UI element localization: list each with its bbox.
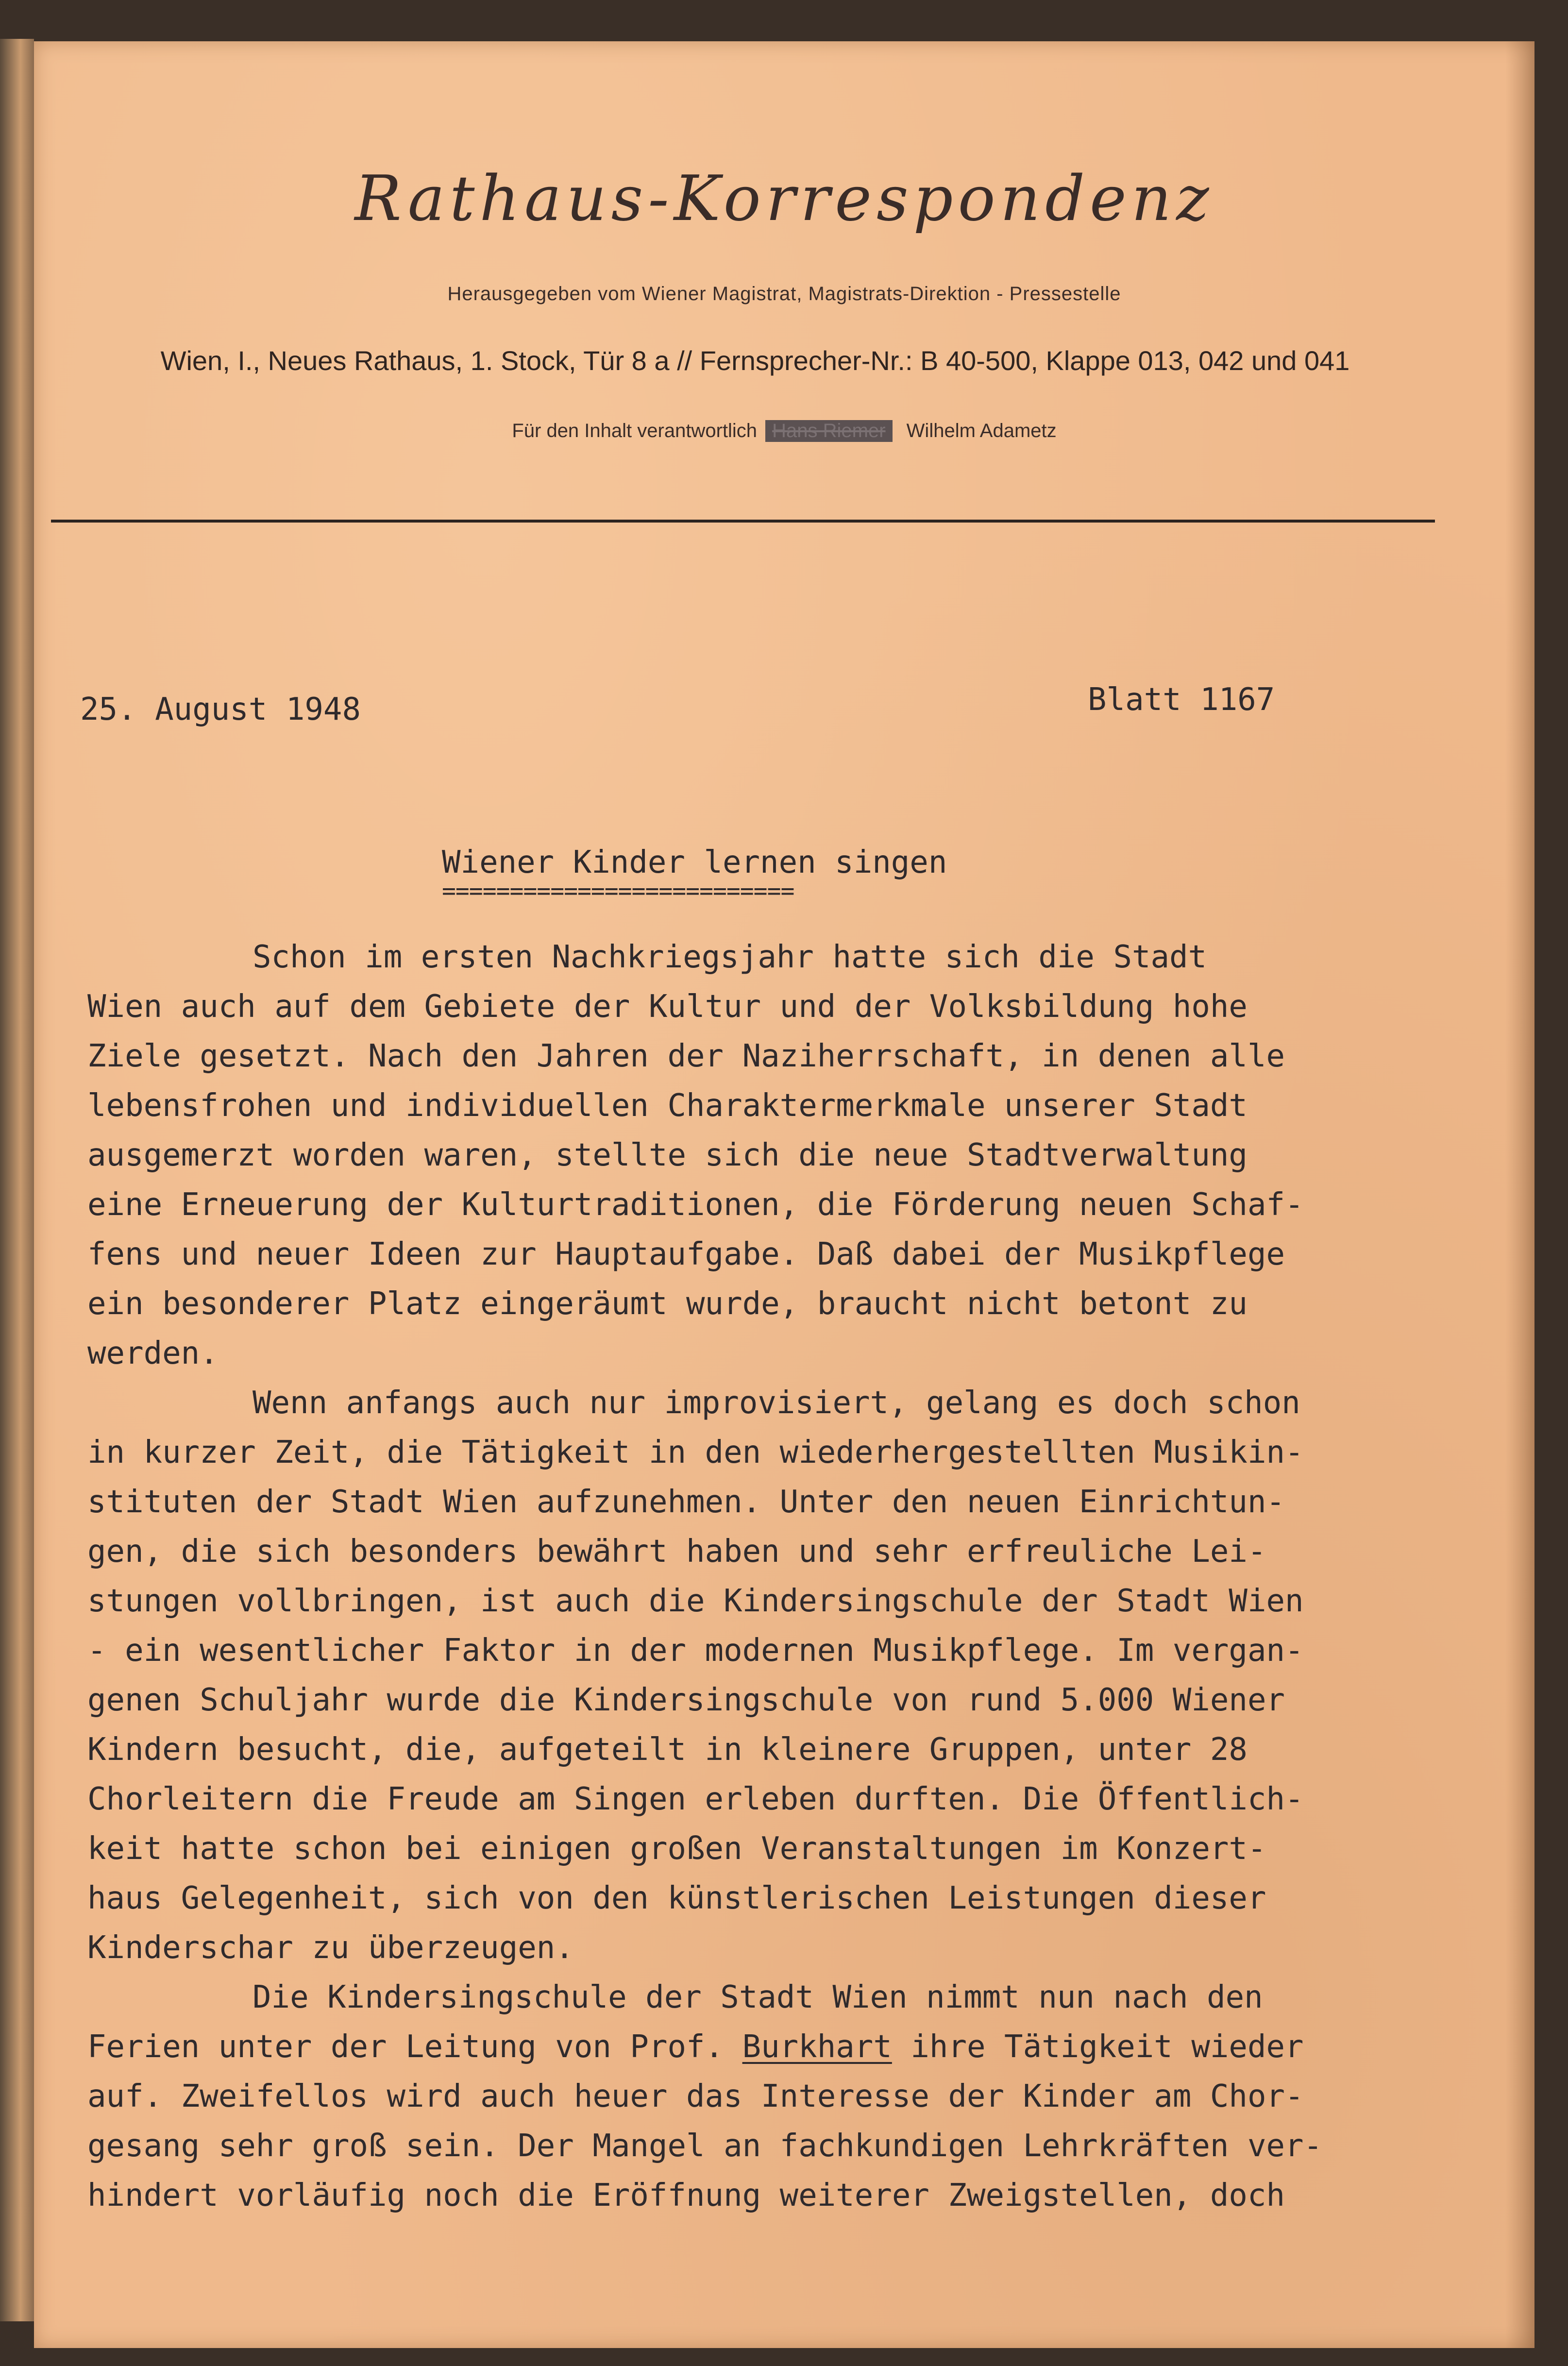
body-line: eine Erneuerung der Kulturtraditionen, die Förderung neuen Schaf-: [87, 1187, 1304, 1223]
body-line: werden.: [87, 1335, 219, 1371]
body-line: ein besonderer Platz eingeräumt wurde, braucht nicht betont zu: [87, 1286, 1248, 1322]
body-line: genen Schuljahr wurde die Kindersingschule von rund 5.000 Wiener: [87, 1682, 1285, 1718]
responsible-label: Für den Inhalt verantwortlich: [512, 420, 758, 441]
body-line: Wien auch auf dem Gebiete der Kultur und der Volksbildung hohe: [87, 989, 1248, 1025]
body-line: lebensfrohen und individuellen Charaktermerkmale unserer Stadt: [87, 1088, 1248, 1124]
body-line: - ein wesentlicher Faktor in der modernen Musikpflege. Im vergan-: [87, 1633, 1304, 1669]
body-line: Kindern besucht, die, aufgeteilt in kleinere Gruppen, unter 28: [87, 1732, 1248, 1768]
document-date: 25. August 1948: [80, 692, 361, 727]
body-line-with-name: [87, 2022, 1471, 2072]
body-line: stungen vollbringen, ist auch die Kindersingschule der Stadt Wien: [87, 1583, 1304, 1619]
underlined-name: Burkhart: [742, 2029, 892, 2065]
body-line: gesang sehr groß sein. Der Mangel an fachkundigen Lehrkräften ver-: [87, 2128, 1323, 2164]
struck-name: Hans Riemer: [765, 420, 892, 442]
body-line: Schon im ersten Nachkriegsjahr hatte sich die Stadt: [253, 939, 1207, 975]
body-line: fens und neuer Ideen zur Hauptaufgabe. Daß dabei der Musikpflege: [87, 1236, 1285, 1272]
headline-underline: ==========================: [442, 878, 794, 905]
article-body: [87, 932, 1471, 2220]
body-line: hindert vorläufig noch die Eröffnung weiterer Zweigstellen, doch: [87, 2178, 1285, 2214]
body-line: Wenn anfangs auch nur improvisiert, gelang es doch schon: [253, 1385, 1300, 1421]
article-headline: Wiener Kinder lernen singen: [442, 845, 947, 880]
body-fragment: ihre Tätigkeit wieder: [910, 2029, 1304, 2065]
body-line: ausgemerzt worden waren, stellte sich die neue Stadtverwaltung: [87, 1137, 1248, 1173]
body-line: gen, die sich besonders bewährt haben und sehr erfreuliche Lei-: [87, 1534, 1266, 1570]
body-line: in kurzer Zeit, die Tätigkeit in den wiederhergestellten Musikin-: [87, 1435, 1304, 1470]
responsible-name: Wilhelm Adametz: [906, 420, 1057, 441]
document-page: [34, 41, 1534, 2348]
masthead-publisher: Herausgegeben vom Wiener Magistrat, Magistrats-Direktion - Pressestelle: [447, 283, 1121, 304]
masthead-responsible: [34, 420, 1534, 442]
body-line: stituten der Stadt Wien aufzunehmen. Unter den neuen Einrichtun-: [87, 1484, 1285, 1520]
page-shadow-edge: [1505, 41, 1534, 2348]
body-line: Chorleitern die Freude am Singen erleben durften. Die Öffentlich-: [87, 1781, 1304, 1817]
previous-page-edge: [0, 39, 34, 2321]
masthead-rule: [51, 520, 1435, 523]
masthead-address: Wien, I., Neues Rathaus, 1. Stock, Tür 8 a // Fernsprecher-Nr.: B 40-500, Klappe 013, 042 und 041: [160, 345, 1350, 376]
body-fragment: Ferien unter der Leitung von Prof.: [87, 2029, 724, 2065]
body-line: Die Kindersingschule der Stadt Wien nimmt nun nach den: [253, 1979, 1263, 2015]
body-line: auf. Zweifellos wird auch heuer das Interesse der Kinder am Chor-: [87, 2079, 1304, 2114]
masthead-title: Rathaus-Korrespondenz: [354, 163, 1214, 235]
body-line: haus Gelegenheit, sich von den künstlerischen Leistungen dieser: [87, 1880, 1266, 1916]
body-line: keit hatte schon bei einigen großen Veranstaltungen im Konzert-: [87, 1831, 1266, 1867]
body-line: Ziele gesetzt. Nach den Jahren der Naziherrschaft, in denen alle: [87, 1038, 1285, 1074]
body-line: Kinderschar zu überzeugen.: [87, 1930, 574, 1966]
sheet-number: Blatt 1167: [1088, 682, 1275, 718]
